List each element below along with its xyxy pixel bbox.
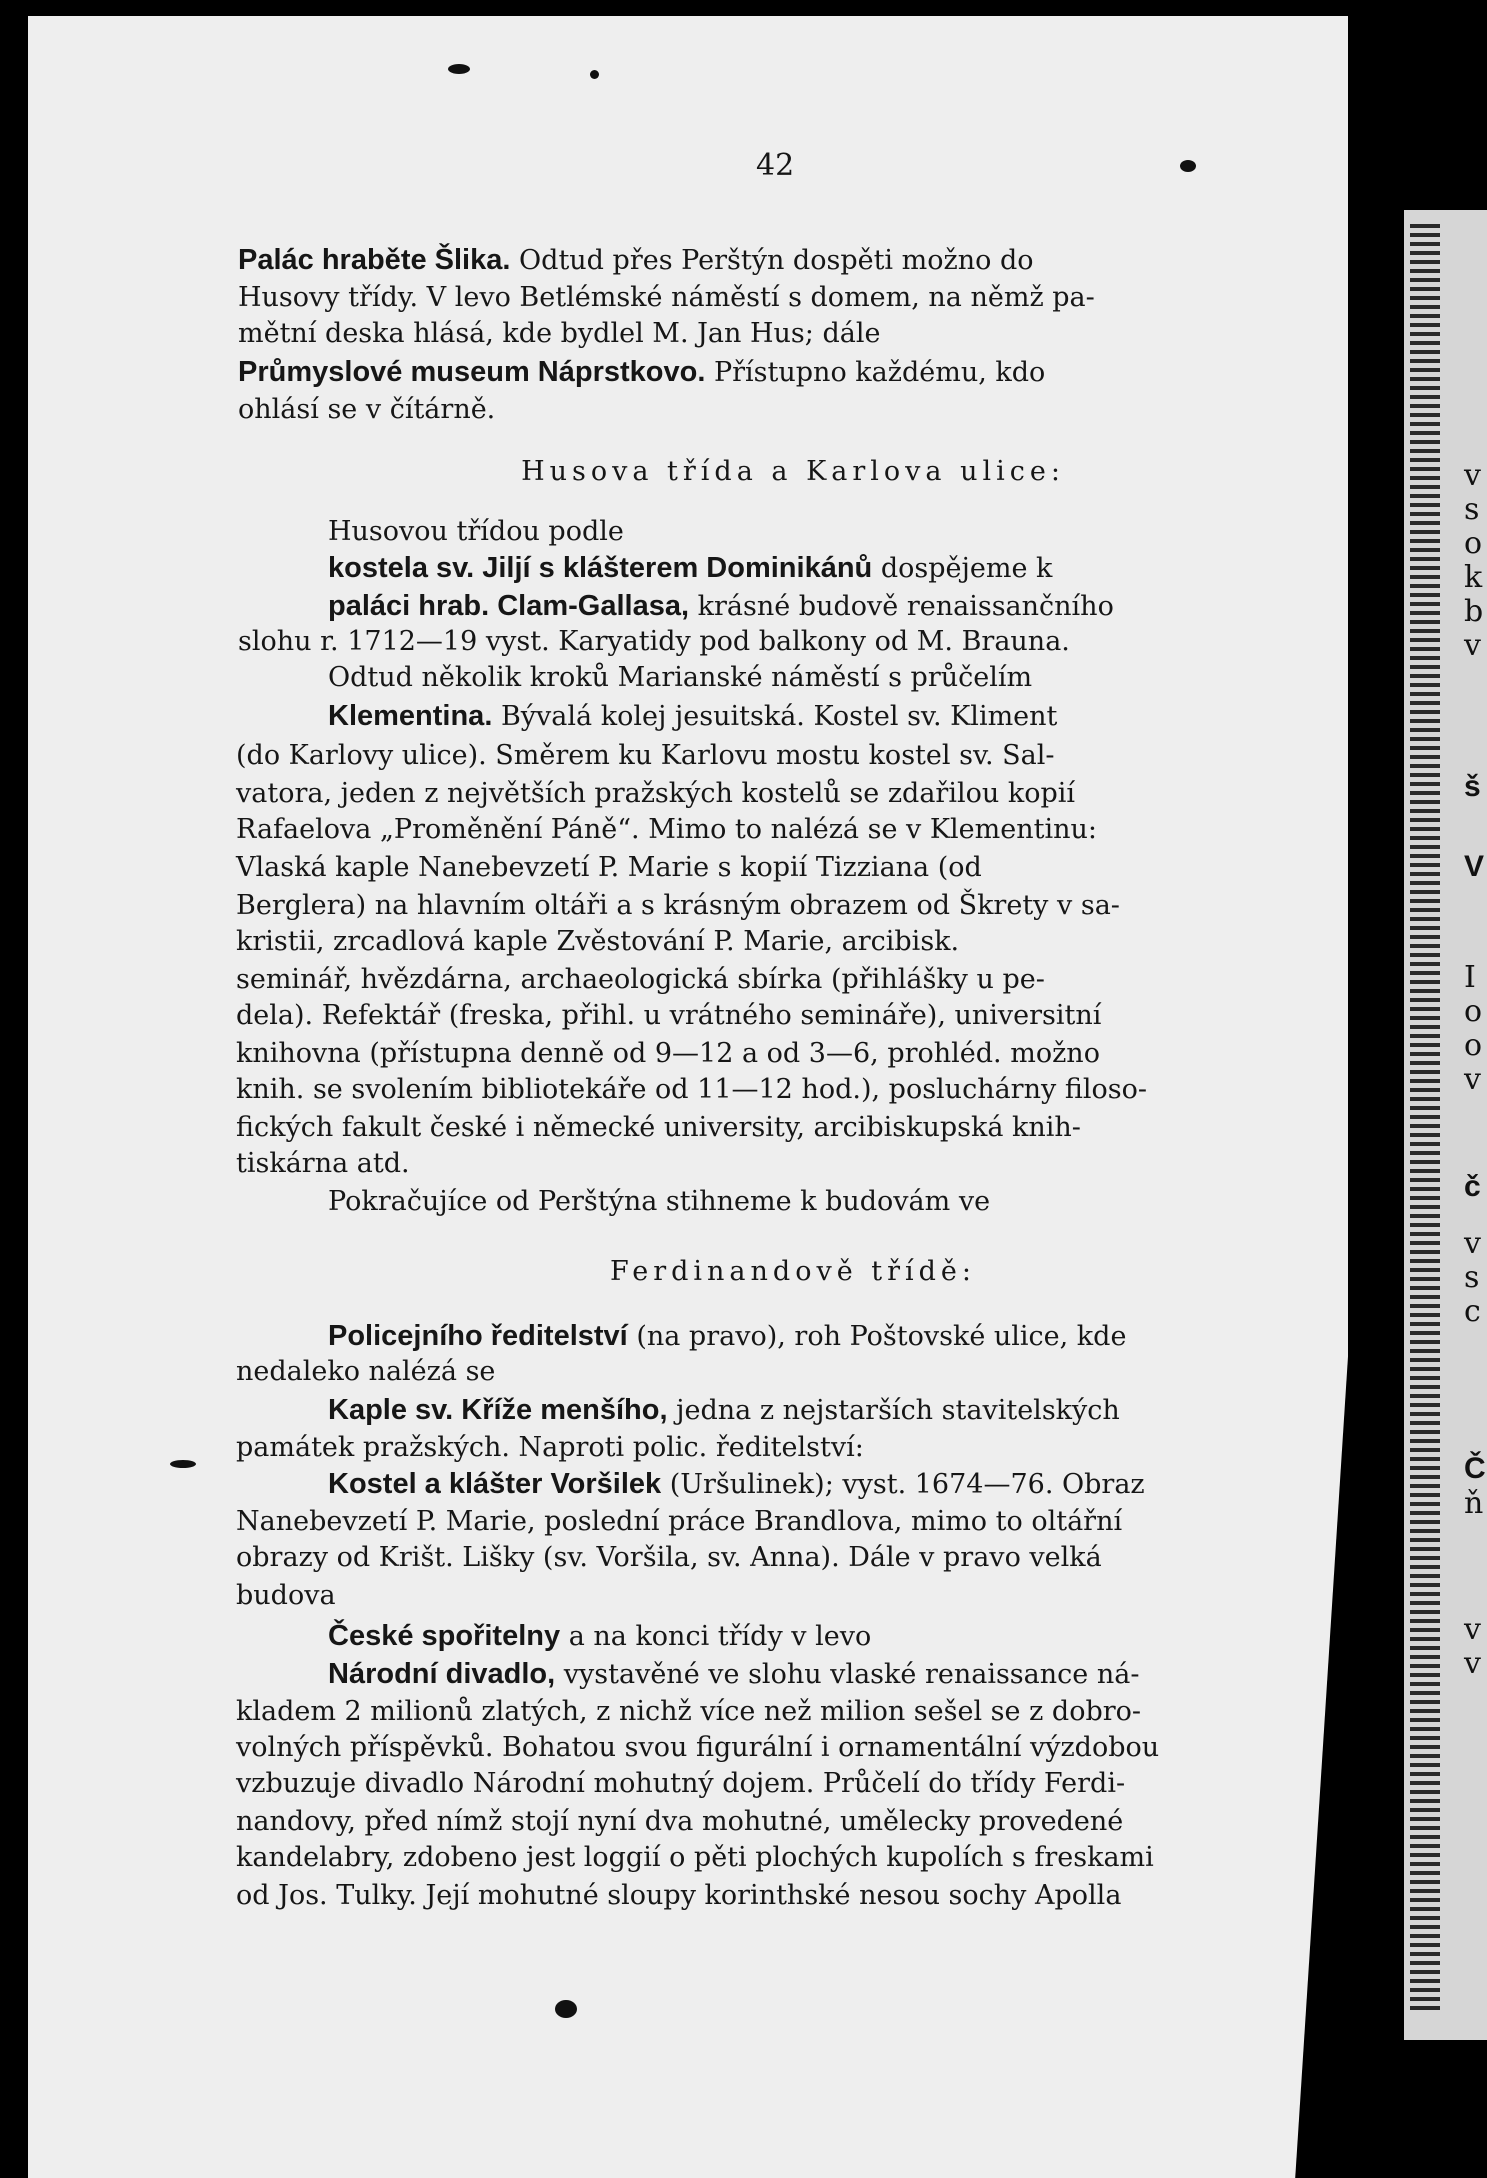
line-text: památek pražských. Naproti polic. ředitelství: <box>236 1432 864 1463</box>
line-text: (do Karlovy ulice). Směrem ku Karlovu mostu kostel sv. Sal- <box>236 740 1055 771</box>
line-text: od Jos. Tulky. Její mohutné sloupy korinthské nesou sochy Apolla <box>236 1880 1122 1911</box>
text-line <box>328 1392 1438 1429</box>
strip-glyph: v <box>1464 458 1481 493</box>
strip-glyph: v <box>1464 1226 1481 1261</box>
bold-term: Průmyslové museum Náprstkovo. <box>238 356 706 388</box>
line-text: Odtud několik kroků Marianské náměstí s průčelím <box>328 662 1033 693</box>
text-line <box>328 1318 1438 1355</box>
bold-term: Palác hraběte Šlika. <box>238 244 511 276</box>
strip-glyph: š <box>1464 770 1481 803</box>
text-line <box>328 698 1438 735</box>
text-line <box>236 738 1346 774</box>
strip-glyph: b <box>1464 594 1484 629</box>
line-text: kandelabry, zdobeno jest loggií o pěti plochých kupolích s freskami <box>236 1842 1154 1873</box>
line-text: jedna z nejstarších stavitelských <box>667 1395 1120 1426</box>
line-text: Pokračujíce od Perštýna stihneme k budovám ve <box>328 1186 991 1217</box>
line-text: nedaleko nalézá se <box>236 1356 496 1387</box>
line-text: Husovou třídou podle <box>328 516 624 547</box>
line-text: vatora, jeden z největších pražských kostelů se zdařilou kopií <box>236 778 1076 809</box>
text-line <box>236 1840 1346 1876</box>
strip-glyph: č <box>1464 1170 1481 1203</box>
text-line <box>236 1878 1346 1914</box>
text-line <box>236 1730 1346 1766</box>
text-line <box>328 514 1438 550</box>
line-text: Nanebevzetí P. Marie, poslední práce Brandlova, mimo to oltářní <box>236 1506 1123 1537</box>
text-line <box>236 1504 1346 1540</box>
text-line <box>328 1184 1438 1220</box>
strip-glyph: Č <box>1464 1452 1486 1485</box>
text-line <box>238 1254 1348 1290</box>
text-line <box>328 1618 1438 1655</box>
strip-glyph: c <box>1464 1294 1481 1329</box>
line-text: Bývalá kolej jesuitská. Kostel sv. Kliment <box>492 701 1058 732</box>
strip-glyph: o <box>1464 526 1483 561</box>
text-line <box>328 1656 1438 1693</box>
line-text: volných příspěvků. Bohatou svou figurální i ornamentální výzdobou <box>236 1732 1160 1763</box>
text-line <box>236 1578 1346 1614</box>
strip-glyph: ň <box>1464 1486 1484 1521</box>
bold-term: Kostel a klášter Voršilek <box>328 1468 662 1500</box>
print-speck <box>170 1460 196 1468</box>
text-line <box>236 1540 1346 1576</box>
line-text: (Uršulinek); vyst. 1674—76. Obraz <box>661 1469 1145 1500</box>
bold-term: Kaple sv. Kříže menšího, <box>328 1394 668 1426</box>
page-number: 42 <box>756 148 795 183</box>
line-text: Přístupno každému, kdo <box>705 357 1046 388</box>
text-line <box>328 588 1438 625</box>
line-text: Rafaelova „Proměnění Páně“. Mimo to nalézá se v Klementinu: <box>236 814 1097 845</box>
strip-glyph: v <box>1464 1646 1481 1681</box>
line-text: vystavěné ve slohu vlaské renaissance ná- <box>555 1659 1140 1690</box>
print-speck <box>555 2000 577 2018</box>
line-text: budova <box>236 1580 336 1611</box>
text-line <box>238 280 1348 316</box>
line-text: ohlásí se v čítárně. <box>238 394 496 425</box>
line-text: obrazy od Krišt. Lišky (sv. Voršila, sv. Anna). Dále v pravo velká <box>236 1542 1102 1573</box>
text-line <box>328 660 1438 696</box>
line-text: kristii, zrcadlová kaple Zvěstování P. Marie, arcibisk. <box>236 926 960 957</box>
text-line <box>238 624 1348 660</box>
text-line <box>236 1694 1346 1730</box>
bold-term: České spořitelny <box>328 1620 561 1652</box>
text-line <box>236 1110 1346 1146</box>
strip-glyph: o <box>1464 994 1483 1029</box>
text-line <box>236 1146 1346 1182</box>
line-text: fických fakult české i německé university, arcibiskupská knih- <box>236 1112 1081 1143</box>
text-line <box>328 1466 1438 1503</box>
line-text: knihovna (přístupna denně od 9—12 a od 3—6, prohléd. možno <box>236 1038 1100 1069</box>
text-line <box>238 242 1348 279</box>
text-line <box>236 1072 1346 1108</box>
strip-glyph: s <box>1464 492 1480 527</box>
line-text: mětní deska hlásá, kde bydlel M. Jan Hus; dále <box>238 318 881 349</box>
text-line <box>236 776 1346 812</box>
line-text: dospějeme k <box>872 553 1053 584</box>
text-line <box>238 392 1348 428</box>
bold-term: Policejního ředitelství <box>328 1320 628 1352</box>
text-line <box>238 454 1348 490</box>
line-text: (na pravo), roh Poštovské ulice, kde <box>627 1321 1127 1352</box>
strip-glyph: v <box>1464 1612 1481 1647</box>
text-line <box>236 998 1346 1034</box>
text-line <box>236 924 1346 960</box>
line-text: Vlaská kaple Nanebevzetí P. Marie s kopií Tizziana (od <box>236 852 982 883</box>
text-line <box>238 316 1348 352</box>
strip-glyph: v <box>1464 1062 1481 1097</box>
line-text: Berglera) na hlavním oltáři a s krásným obrazem od Škrety v sa- <box>236 890 1120 921</box>
bold-term: Klementina. <box>328 700 493 732</box>
text-line <box>236 1804 1346 1840</box>
text-line <box>236 850 1346 886</box>
line-text: kladem 2 milionů zlatých, z nichž více než milion sešel se z dobro- <box>236 1696 1142 1727</box>
text-line <box>236 962 1346 998</box>
strip-glyph: V <box>1464 850 1485 883</box>
text-line <box>236 812 1346 848</box>
line-text: a na konci třídy v levo <box>560 1621 872 1652</box>
ornamental-border <box>1410 220 1440 2010</box>
print-speck <box>590 70 599 79</box>
text-line <box>236 888 1346 924</box>
text-line <box>236 1036 1346 1072</box>
text-line <box>238 354 1348 391</box>
text-line <box>236 1354 1346 1390</box>
line-text: nandovy, před nímž stojí nyní dva mohutné, umělecky provedené <box>236 1806 1124 1837</box>
line-text: tiskárna atd. <box>236 1148 410 1179</box>
bold-term: paláci hrab. Clam-Gallasa, <box>328 590 690 622</box>
strip-glyph: s <box>1464 1260 1480 1295</box>
line-text: krásné budově renaissančního <box>689 591 1114 622</box>
section-heading: Husova třída a Karlova ulice: <box>521 456 1065 487</box>
strip-glyph: v <box>1464 628 1481 663</box>
strip-glyph: I <box>1464 960 1476 995</box>
line-text: vzbuzuje divadlo Národní mohutný dojem. Průčelí do třídy Ferdi- <box>236 1768 1126 1799</box>
strip-glyph: o <box>1464 1028 1483 1063</box>
section-heading: Ferdinandově třídě: <box>609 1256 977 1287</box>
line-text: seminář, hvězdárna, archaeologická sbírka (přihlášky u pe- <box>236 964 1045 995</box>
text-line <box>236 1766 1346 1802</box>
line-text: Odtud přes Perštýn dospěti možno do <box>510 245 1034 276</box>
line-text: knih. se svolením bibliotekáře od 11—12 hod.), posluchárny filoso- <box>236 1074 1147 1105</box>
print-speck <box>448 64 470 74</box>
text-line <box>328 550 1438 587</box>
line-text: dela). Refektář (freska, přihl. u vrátného semináře), universitní <box>236 1000 1102 1031</box>
bold-term: Národní divadlo, <box>328 1658 556 1690</box>
strip-glyph: k <box>1464 560 1483 595</box>
print-speck <box>1180 160 1196 172</box>
text-line <box>236 1430 1346 1466</box>
line-text: slohu r. 1712—19 vyst. Karyatidy pod balkony od M. Brauna. <box>238 626 1070 657</box>
bold-term: kostela sv. Jiljí s klášterem Dominikánů <box>328 552 873 584</box>
line-text: Husovy třídy. V levo Betlémské náměstí s domem, na němž pa- <box>238 282 1095 313</box>
